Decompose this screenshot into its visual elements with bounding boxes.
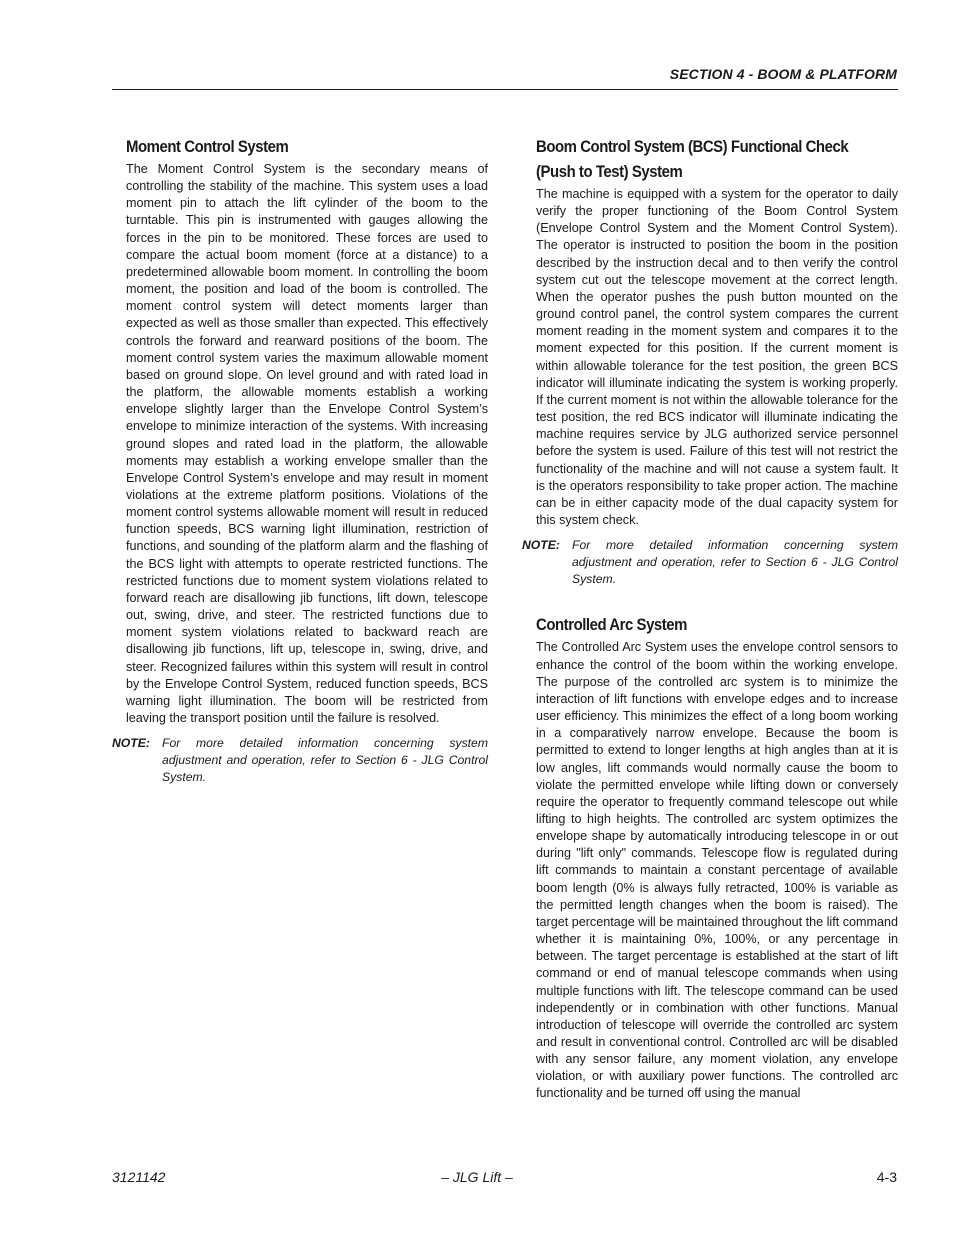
controlled-arc-heading: Controlled Arc System [536, 615, 688, 635]
header-divider [112, 89, 898, 90]
footer-brand: – JLG Lift – [441, 1169, 513, 1185]
moment-control-body: The Moment Control System is the secondary means of controlling the stability of the machine. This system uses a load moment pin to attach the lift cylinder of the boom to the turntable. This pin is instrumented with gauges allowing the forces in the pin to be monitored. These forces are used to compare the actual boom moment (force at a distance) to a predetermined allowable boom moment. In controlling the boom moment, the position and load of the boom is controlled. The moment control system will detect moments larger than expected as well as those smaller than expected. This effectively controls the forward and rearward positions of the boom. The moment control system varies the maximum allowable moment based on ground slope. On level ground and with rated load in the platform, the allowable moments establish a working envelope slightly larger than the Envelope Control System’s envelope to minimize interaction of the systems. With increasing ground slopes and rated load in the platform, the allowable moments may establish a working envelope smaller than the Envelope Control System’s envelope and may result in moment violations at the extreme platform positions. Violations of the moment control systems allowable moment will result in reduced function speeds, BCS warning light illumination, restriction of functions, and sounding of the platform alarm and the flashing of the BCS light with attempts to operate restricted functions. The restricted functions due to moment system violations related to forward reach are disallowing jib functions, lift down, telescope out, swing, drive, and steer. The restricted functions due to moment system violations related to backward reach are disallowing jib functions, lift up, telescope in, swing, drive, and steer. Recognized failures within this system will result in control by the Envelope Control System, reduced function speeds, BCS warning light illumination. The boom will be restricted from leaving the transport position until the failure is resolved. [126, 162, 488, 725]
document-number: 3121142 [112, 1169, 166, 1185]
section-title: SECTION 4 - BOOM & PLATFORM [669, 66, 897, 82]
note-label: NOTE: [112, 736, 150, 751]
left-column [112, 134, 488, 786]
bcs-heading-line-2: (Push to Test) System [536, 162, 683, 181]
bcs-functional-check-body: The machine is equipped with a system for the operator to daily verify the proper functioning of the Boom Control System (Envelope Control System and the Moment Control System). The operator is instructed to position the boom in the position described by the instruction decal and to then verify the control system cut out the telescope movement at the correct length. When the operator pushes the push button mounted on the ground control panel, the control system compares the current moment reading in the moment system and compares it to the moment expected for this position. If the current moment is within allowable tolerance for the test position, the green BCS indicator will illuminate indicating the system is working properly. If the current moment is not within the allowable tolerance for the test position, the red BCS indicator will illuminate indicating the machine requires service by JLG authorized service personnel before the system is used. Failure of this test will not restrict the functionality of the machine and will not cause a system fault. It is the operators responsibility to take proper action. The machine can be in either capacity mode of the dual capacity system for this system check. [536, 187, 898, 527]
bcs-functional-check-heading [536, 134, 862, 184]
note-text: For more detailed information concerning system adjustment and operation, refer to Section 6 - JLG Control System. [572, 538, 898, 587]
bcs-note [522, 537, 898, 588]
moment-control-note [112, 735, 488, 786]
moment-control-heading: Moment Control System [126, 137, 289, 156]
bcs-heading-line-1: Boom Control System (BCS) Functional Check [536, 137, 849, 156]
right-column [522, 134, 898, 1103]
controlled-arc-body: The Controlled Arc System uses the envelope control sensors to enhance the control of the boom within the working envelope. The purpose of the controlled arc system is to minimize the interaction of lift functions with envelope edges and to increase user efficiency. This minimizes the effect of a long boom working in a comparatively narrow envelope. Because the boom is permitted to extend to longer lengths at high angles than at it is low angles, lift commands would normally cause the boom to violate the permitted envelope while lifting down or conversely require the operator to frequently command telescope out while lifting to high heights. The controlled arc system optimizes the envelope shape by automatically introducing telescope in or out during "lift only" commands. Telescope flow is regulated during lift commands to maintain a constant percentage of available boom length (0% is always fully retracted, 100% is variable as the permitted length changes when the boom is raised). The target percentage will be maintained throughout the lift command whether it is maintaining 0%, 100%, or any percentage in between. The target percentage is established at the start of lift command or end of manual telescope commands when using multiple functions with lift. The telescope command can be used independently or in combination with other functions. Manual introduction of telescope will override the controlled arc system and result in conventional control. Controlled arc will be disabled with any sensor failure, any moment violation, any envelope violation, or with auxiliary power functions. The controlled arc functionality and be turned off using the manual [536, 640, 898, 1101]
note-text: For more detailed information concerning system adjustment and operation, refer to Section 6 - JLG Control System. [162, 736, 488, 785]
page-number: 4-3 [876, 1169, 897, 1185]
note-label: NOTE: [522, 538, 560, 553]
